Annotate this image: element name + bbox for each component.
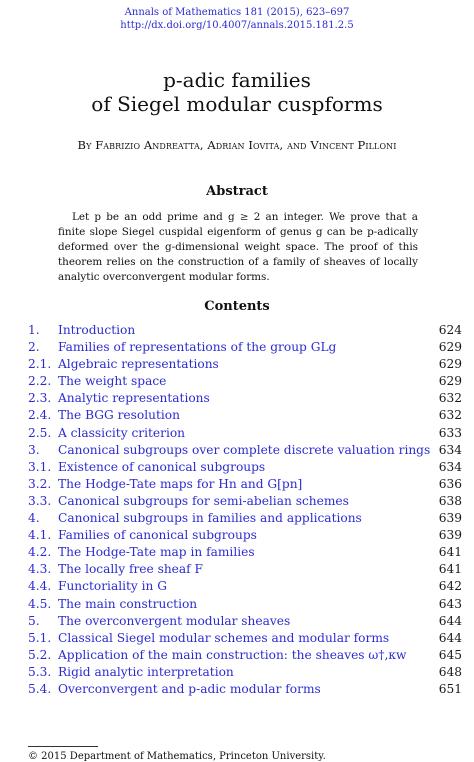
abstract-heading: Abstract: [206, 184, 268, 199]
toc-entry-number[interactable]: 4.3.: [28, 562, 52, 577]
toc-entry-link[interactable]: The overconvergent modular sheaves: [58, 613, 291, 628]
toc-entry[interactable]: [28, 390, 462, 407]
toc-entry-page: 644: [438, 613, 462, 628]
table-of-contents: [28, 322, 462, 698]
toc-entry-page: 633: [438, 425, 462, 440]
toc-entry[interactable]: [28, 459, 462, 476]
toc-entry-number[interactable]: 2.2.: [28, 374, 52, 389]
toc-entry-number[interactable]: 4.: [28, 511, 40, 526]
toc-entry-link[interactable]: Analytic representations: [58, 391, 210, 406]
toc-entry-page: 644: [438, 630, 462, 645]
toc-entry-number[interactable]: 2.1.: [28, 357, 52, 372]
toc-entry-page: 629: [438, 357, 462, 372]
toc-entry-link[interactable]: Algebraic representations: [58, 357, 219, 372]
toc-entry[interactable]: [28, 647, 462, 664]
toc-entry-page: 629: [438, 374, 462, 389]
toc-entry[interactable]: [28, 664, 462, 681]
toc-entry-number[interactable]: 3.2.: [28, 476, 52, 491]
toc-entry[interactable]: [28, 442, 462, 459]
journal-citation[interactable]: Annals of Mathematics 181 (2015), 623–697: [124, 7, 350, 18]
toc-entry-page: 629: [438, 340, 462, 355]
toc-entry-page: 641: [438, 562, 462, 577]
doi-link[interactable]: http://dx.doi.org/10.4007/annals.2015.181.2.5: [120, 20, 354, 31]
toc-entry-link[interactable]: Families of canonical subgroups: [58, 528, 257, 543]
toc-entry-link[interactable]: The Hodge-Tate maps for Hn and G[pn]: [58, 476, 303, 491]
toc-entry-number[interactable]: 2.5.: [28, 425, 52, 440]
toc-entry-page: 641: [438, 545, 462, 560]
toc-entry-number[interactable]: 5.: [28, 613, 40, 628]
toc-entry-page: 645: [438, 647, 462, 662]
toc-entry-number[interactable]: 5.3.: [28, 664, 52, 679]
contents-heading: Contents: [204, 299, 270, 314]
toc-entry-page: 632: [438, 408, 462, 423]
toc-entry-page: 634: [438, 459, 462, 474]
toc-entry-page: 639: [438, 528, 462, 543]
toc-entry-number[interactable]: 2.4.: [28, 408, 52, 423]
toc-entry[interactable]: [28, 356, 462, 373]
toc-entry-number[interactable]: 2.3.: [28, 391, 52, 406]
toc-entry-number[interactable]: 5.4.: [28, 681, 52, 696]
toc-entry[interactable]: [28, 339, 462, 356]
toc-entry-link[interactable]: The main construction: [58, 596, 198, 611]
toc-entry[interactable]: [28, 373, 462, 390]
author-line: By Fabrizio Andreatta, Adrian Iovita, and Vincent Pilloni: [77, 138, 397, 152]
footnote-rule: [28, 746, 98, 747]
toc-entry-link[interactable]: Rigid analytic interpretation: [58, 664, 234, 679]
toc-entry[interactable]: [28, 613, 462, 630]
abstract-text: Let p be an odd prime and g ≥ 2 an integer. We prove that a finite slope Siegel cuspidal eigenform of genus g can be p-adically deformed over the g-dimensional weight space. The proof of this theorem relies on the construction of a family of sheaves of locally analytic overconvergent modular forms.: [58, 211, 418, 283]
toc-entry-link[interactable]: Canonical subgroups over complete discrete valuation rings: [58, 442, 431, 457]
journal-header: [0, 6, 474, 32]
toc-entry-page: 643: [438, 596, 462, 611]
toc-entry-page: 624: [438, 323, 462, 337]
toc-entry-link[interactable]: Classical Siegel modular schemes and modular forms: [58, 630, 390, 645]
toc-entry-page: 639: [438, 511, 462, 526]
toc-entry[interactable]: [28, 544, 462, 561]
toc-entry[interactable]: [28, 578, 462, 595]
toc-entry-link[interactable]: Overconvergent and p-adic modular forms: [58, 681, 321, 696]
toc-entry-link[interactable]: The Hodge-Tate map in families: [58, 545, 255, 560]
toc-entry[interactable]: [28, 425, 462, 442]
toc-entry-link[interactable]: Canonical subgroups in families and applications: [58, 511, 362, 526]
toc-entry-link[interactable]: The BGG resolution: [58, 408, 180, 423]
toc-entry-number[interactable]: 5.1.: [28, 630, 52, 645]
toc-entry-number[interactable]: 4.2.: [28, 545, 52, 560]
toc-entry-page: 632: [438, 391, 462, 406]
toc-entry-page: 651: [438, 681, 462, 696]
toc-entry-page: 642: [438, 579, 462, 594]
paper-title: [0, 68, 474, 116]
toc-entry-number[interactable]: 4.1.: [28, 528, 52, 543]
toc-entry-number[interactable]: 4.5.: [28, 596, 52, 611]
toc-entry-link[interactable]: Canonical subgroups for semi-abelian schemes: [58, 493, 349, 508]
toc-entry[interactable]: [28, 510, 462, 527]
toc-entry[interactable]: [28, 630, 462, 647]
toc-entry[interactable]: [28, 476, 462, 493]
toc-entry-number[interactable]: 3.1.: [28, 459, 52, 474]
toc-entry[interactable]: [28, 493, 462, 510]
toc-entry-link[interactable]: Families of representations of the group GLg: [58, 340, 337, 355]
toc-entry-link[interactable]: Functoriality in G: [58, 579, 168, 594]
toc-entry-number[interactable]: 5.2.: [28, 647, 52, 662]
toc-entry-page: 636: [438, 476, 462, 491]
toc-entry-link[interactable]: The locally free sheaf F: [58, 562, 204, 577]
toc-entry-link[interactable]: Existence of canonical subgroups: [58, 459, 266, 474]
toc-entry[interactable]: [28, 596, 462, 613]
toc-entry[interactable]: [28, 407, 462, 424]
toc-entry[interactable]: [28, 527, 462, 544]
toc-entry[interactable]: [28, 561, 462, 578]
toc-entry-number[interactable]: 3.3.: [28, 493, 52, 508]
toc-entry-number[interactable]: 1.: [28, 323, 40, 337]
toc-entry-page: 638: [438, 493, 462, 508]
toc-entry-page: 648: [438, 664, 462, 679]
toc-entry[interactable]: [28, 322, 462, 339]
toc-entry-number[interactable]: 3.: [28, 442, 40, 457]
toc-entry-page: 634: [438, 442, 462, 457]
title-line-2: of Siegel modular cuspforms: [91, 92, 383, 116]
toc-entry-number[interactable]: 2.: [28, 340, 40, 355]
toc-entry-number[interactable]: 4.4.: [28, 579, 52, 594]
toc-entry-link[interactable]: Application of the main construction: the sheaves ω†,κw: [58, 647, 407, 662]
toc-entry[interactable]: [28, 681, 462, 698]
title-line-1: p-adic families: [163, 68, 311, 92]
copyright-footer: © 2015 Department of Mathematics, Princeton University.: [28, 751, 326, 762]
toc-entry-link[interactable]: The weight space: [58, 374, 167, 389]
toc-entry-link[interactable]: A classicity criterion: [58, 425, 186, 440]
toc-entry-link[interactable]: Introduction: [58, 323, 136, 337]
